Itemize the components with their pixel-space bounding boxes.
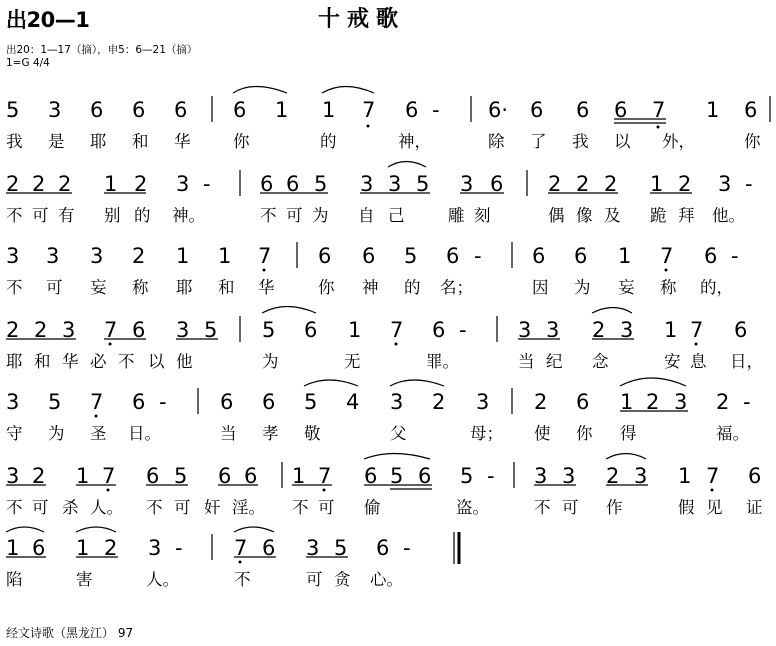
lyric-syllable: 不 — [6, 498, 23, 517]
lyric-syllable: 偶 — [548, 206, 565, 225]
song-title: 十戒歌 — [318, 7, 406, 32]
lyric-syllable: 盗。 — [456, 498, 489, 517]
jianpu-note: 6 — [734, 318, 748, 342]
lyric-syllable: 不 — [6, 278, 23, 297]
jianpu-note: 3 — [176, 318, 190, 342]
jianpu-note: 5 — [174, 464, 188, 488]
lyric-syllable: 及 — [604, 206, 621, 225]
jianpu-note: 1 — [348, 318, 362, 342]
octave-dot — [109, 343, 112, 346]
jianpu-note: 7 — [234, 536, 248, 560]
lyric-syllable: 息 — [690, 352, 707, 371]
lyric-syllable: 我 — [6, 132, 23, 151]
lyric-syllable: 的 — [320, 132, 337, 151]
lyric-syllable: 日， — [730, 352, 763, 371]
jianpu-note: 7 — [652, 98, 666, 122]
slur — [592, 308, 632, 314]
lyric-syllable: 的 — [134, 206, 151, 225]
jianpu-note: 5 — [416, 172, 430, 196]
lyric-syllable: 外， — [662, 132, 695, 151]
lyric-syllable: 神。 — [172, 206, 205, 225]
jianpu-note: 6 — [174, 98, 188, 122]
lyric-syllable: 使 — [534, 424, 551, 443]
jianpu-note: 6 — [32, 536, 46, 560]
lyric-syllable: 为 — [574, 278, 591, 297]
jianpu-note: 3 — [46, 244, 60, 268]
jianpu-note: 7 — [690, 318, 704, 342]
jianpu-note: 6 — [132, 318, 146, 342]
jianpu-note: 2 — [34, 318, 48, 342]
octave-dot — [367, 125, 370, 128]
jianpu-note: 2 — [134, 172, 148, 196]
jianpu-note: 2 — [604, 172, 618, 196]
lyric-syllable: 拜 — [678, 206, 695, 225]
lyric-syllable: 了 — [530, 132, 547, 151]
jianpu-note: 7 — [390, 318, 404, 342]
lyric-syllable: 作 — [606, 498, 623, 517]
jianpu-note: 2 — [548, 172, 562, 196]
jianpu-note: 6 — [218, 464, 232, 488]
jianpu-note: - — [459, 318, 467, 342]
lyric-syllable: 罪。 — [426, 352, 459, 371]
lyric-syllable: 称 — [660, 278, 677, 297]
jianpu-note: 5 — [204, 318, 218, 342]
slur — [606, 454, 646, 460]
lyric-syllable: 有 — [58, 206, 75, 225]
jianpu-note: 1 — [706, 98, 720, 122]
lyric-syllable: 可 — [32, 498, 49, 517]
jianpu-note: 3 — [306, 536, 320, 560]
jianpu-note: 6 — [490, 172, 504, 196]
jianpu-note: 6· — [488, 98, 509, 122]
jianpu-note: 3 — [620, 318, 634, 342]
slur — [322, 87, 374, 94]
jianpu-note: 6 — [376, 536, 390, 560]
lyric-syllable: 不 — [6, 206, 23, 225]
jianpu-note: 1 — [618, 244, 632, 268]
jianpu-note: 7 — [318, 464, 332, 488]
jianpu-note: 6 — [530, 98, 544, 122]
jianpu-note: - — [474, 244, 482, 268]
lyric-syllable: 以 — [614, 132, 631, 151]
jianpu-note: 6 — [262, 390, 276, 414]
jianpu-note: 2 — [6, 172, 20, 196]
jianpu-note: 2 — [58, 172, 72, 196]
lyric-syllable: 人。 — [146, 570, 179, 589]
lyric-syllable: 己 — [388, 206, 405, 225]
jianpu-note: 2 — [678, 172, 692, 196]
jianpu-note: 5 — [460, 464, 474, 488]
slur — [262, 307, 316, 314]
lyric-syllable: 无 — [344, 352, 361, 371]
lyric-syllable: 为 — [262, 352, 279, 371]
jianpu-note: 5 — [314, 172, 328, 196]
lyric-syllable: 可 — [46, 278, 63, 297]
lyric-syllable: 神， — [398, 132, 431, 151]
jianpu-note: 6 — [132, 98, 146, 122]
jianpu-note: 6 — [233, 98, 247, 122]
scripture-reference: 出20：1—17（摘），申5：6—21（摘） — [6, 44, 198, 56]
lyric-syllable: 纪 — [546, 352, 563, 371]
octave-dot — [107, 489, 110, 492]
jianpu-note: 2 — [716, 390, 730, 414]
jianpu-note: 7 — [102, 464, 116, 488]
lyric-syllable: 和 — [34, 352, 51, 371]
lyric-syllable: 父 — [390, 424, 407, 443]
jianpu-note: - — [487, 464, 495, 488]
lyric-syllable: 除 — [488, 132, 505, 151]
lyric-syllable: 别 — [104, 206, 121, 225]
lyric-syllable: 见 — [706, 498, 723, 517]
jianpu-note: 2 — [646, 390, 660, 414]
octave-dot — [665, 269, 668, 272]
lyric-syllable: 不 — [118, 352, 135, 371]
lyric-syllable: 你 — [233, 132, 250, 151]
jianpu-note: 1 — [292, 464, 306, 488]
lyric-syllable: 不 — [260, 206, 277, 225]
lyric-syllable: 安 — [664, 352, 681, 371]
slur — [76, 527, 116, 532]
jianpu-note: 6 — [244, 464, 258, 488]
octave-dot — [657, 126, 660, 129]
lyric-syllable: 是 — [48, 132, 65, 151]
jianpu-note: 7 — [362, 98, 376, 122]
jianpu-note: 2 — [606, 464, 620, 488]
jianpu-note: 3 — [718, 172, 732, 196]
jianpu-note: 6 — [304, 318, 318, 342]
jianpu-note: 7 — [706, 464, 720, 488]
octave-dot — [395, 343, 398, 346]
jianpu-note: - — [731, 244, 739, 268]
lyric-syllable: 敬 — [304, 424, 321, 443]
jianpu-note: 3 — [176, 172, 190, 196]
lyric-syllable: 跪 — [650, 206, 667, 225]
lyric-syllable: 因 — [532, 278, 549, 297]
jianpu-note: 5 — [48, 390, 62, 414]
lyric-syllable: 妄 — [90, 278, 107, 297]
lyric-syllable: 假 — [678, 498, 695, 517]
lyric-syllable: 耶 — [6, 352, 23, 371]
lyric-syllable: 和 — [132, 132, 149, 151]
lyric-syllable: 华 — [174, 132, 191, 151]
jianpu-note: 3 — [360, 172, 374, 196]
jianpu-note: 6 — [576, 390, 590, 414]
lyric-syllable: 偷 — [364, 498, 381, 517]
jianpu-note: 2 — [32, 172, 46, 196]
jianpu-note: - — [743, 390, 751, 414]
jianpu-note: 6 — [574, 244, 588, 268]
jianpu-note: 1 — [6, 536, 20, 560]
jianpu-note: - — [403, 536, 411, 560]
jianpu-note: 1 — [664, 318, 678, 342]
lyric-syllable: 神 — [362, 278, 379, 297]
jianpu-note: 7 — [258, 244, 272, 268]
jianpu-note: 1 — [76, 464, 90, 488]
lyric-syllable: 你 — [318, 278, 335, 297]
lyric-syllable: 可 — [286, 206, 303, 225]
lyric-syllable: 不 — [234, 570, 251, 589]
jianpu-note: 5 — [304, 390, 318, 414]
lyric-syllable: 不 — [146, 498, 163, 517]
jianpu-note: 6 — [260, 172, 274, 196]
jianpu-note: 3 — [546, 318, 560, 342]
lyric-syllable: 日。 — [128, 424, 161, 443]
jianpu-note: 3 — [388, 172, 402, 196]
jianpu-note: 3 — [562, 464, 576, 488]
slur — [6, 527, 44, 532]
jianpu-note: 6 — [362, 244, 376, 268]
lyric-syllable: 耶 — [176, 278, 193, 297]
octave-dot — [323, 489, 326, 492]
jianpu-note: 2 — [534, 390, 548, 414]
lyric-syllable: 人。 — [90, 498, 123, 517]
lyric-syllable: 可 — [562, 498, 579, 517]
jianpu-note: - — [432, 98, 440, 122]
lyric-syllable: 孝 — [262, 424, 279, 443]
lyric-syllable: 母； — [470, 424, 503, 443]
jianpu-note: - — [203, 172, 211, 196]
jianpu-note: 2 — [576, 172, 590, 196]
jianpu-note: 1 — [650, 172, 664, 196]
lyric-syllable: 雕 — [448, 206, 465, 225]
jianpu-note: - — [175, 536, 183, 560]
jianpu-note: 6 — [220, 390, 234, 414]
slur — [233, 87, 287, 94]
jianpu-note: 3 — [634, 464, 648, 488]
jianpu-note: 1 — [275, 98, 289, 122]
jianpu-note: 5 — [404, 244, 418, 268]
jianpu-note: 3 — [518, 318, 532, 342]
jianpu-note: 1 — [678, 464, 692, 488]
lyric-syllable: 我 — [572, 132, 589, 151]
lyric-syllable: 淫。 — [232, 498, 265, 517]
jianpu-note: 6 — [576, 98, 590, 122]
jianpu-note: 3 — [90, 244, 104, 268]
jianpu-note: 2 — [6, 318, 20, 342]
jianpu-note: 2 — [432, 390, 446, 414]
octave-dot — [239, 561, 242, 564]
lyric-syllable: 证 — [746, 498, 763, 517]
jianpu-note: 5 — [262, 318, 276, 342]
lyric-syllable: 当 — [220, 424, 237, 443]
jianpu-note: - — [159, 390, 167, 414]
jianpu-note: 2 — [592, 318, 606, 342]
jianpu-note: 6 — [446, 244, 460, 268]
lyric-syllable: 可 — [174, 498, 191, 517]
lyric-syllable: 可 — [32, 206, 49, 225]
lyric-syllable: 心。 — [370, 570, 403, 589]
jianpu-note: 7 — [660, 244, 674, 268]
jianpu-note: 3 — [674, 390, 688, 414]
lyric-syllable: 自 — [358, 206, 375, 225]
lyric-syllable: 圣 — [90, 424, 107, 443]
lyric-syllable: 不 — [292, 498, 309, 517]
jianpu-note: - — [745, 172, 753, 196]
key-signature: 1=G 4/4 — [6, 57, 50, 69]
slur — [364, 454, 430, 460]
jianpu-note: 1 — [322, 98, 336, 122]
jianpu-note: 3 — [6, 390, 20, 414]
lyric-syllable: 刻 — [474, 206, 491, 225]
jianpu-note: 6 — [744, 98, 758, 122]
jianpu-note: 6 — [262, 536, 276, 560]
lyric-syllable: 福。 — [716, 424, 749, 443]
jianpu-note: 6 — [318, 244, 332, 268]
jianpu-note: 1 — [176, 244, 190, 268]
jianpu-note: 6 — [364, 464, 378, 488]
lyric-syllable: 名； — [440, 278, 473, 297]
slur — [234, 527, 274, 532]
jianpu-note: 2 — [32, 464, 46, 488]
lyric-syllable: 可 — [306, 570, 323, 589]
lyric-syllable: 的， — [700, 278, 733, 297]
lyric-syllable: 陷 — [6, 570, 23, 589]
lyric-syllable: 耶 — [90, 132, 107, 151]
lyric-syllable: 妄 — [618, 278, 635, 297]
jianpu-note: 6 — [286, 172, 300, 196]
lyric-syllable: 奸 — [204, 498, 221, 517]
jianpu-note: 3 — [534, 464, 548, 488]
jianpu-note: 3 — [62, 318, 76, 342]
jianpu-note: 1 — [76, 536, 90, 560]
jianpu-note: 3 — [476, 390, 490, 414]
jianpu-note: 7 — [104, 318, 118, 342]
jianpu-note: 6 — [146, 464, 160, 488]
lyric-syllable: 害 — [76, 570, 93, 589]
jianpu-note: 6 — [614, 98, 628, 122]
jianpu-note: 4 — [346, 390, 360, 414]
jianpu-note: 7 — [90, 390, 104, 414]
lyric-syllable: 杀 — [62, 498, 79, 517]
lyric-syllable: 他 — [176, 352, 193, 371]
lyric-syllable: 称 — [132, 278, 149, 297]
jianpu-note: 3 — [460, 172, 474, 196]
lyric-syllable: 以 — [148, 352, 165, 371]
jianpu-note: 5 — [6, 98, 20, 122]
lyric-syllable: 华 — [62, 352, 79, 371]
jianpu-note: 6 — [532, 244, 546, 268]
lyric-syllable: 不 — [534, 498, 551, 517]
jianpu-note: 5 — [390, 464, 404, 488]
slur — [388, 162, 426, 168]
jianpu-note: 3 — [6, 244, 20, 268]
lyric-syllable: 为 — [312, 206, 329, 225]
lyric-syllable: 像 — [576, 206, 593, 225]
jianpu-note: 1 — [218, 244, 232, 268]
octave-dot — [263, 269, 266, 272]
lyric-syllable: 必 — [90, 352, 107, 371]
jianpu-note: 3 — [148, 536, 162, 560]
lyric-syllable: 当 — [518, 352, 535, 371]
slur — [304, 380, 358, 386]
jianpu-note: 6 — [418, 464, 432, 488]
jianpu-note: 6 — [704, 244, 718, 268]
octave-dot — [95, 415, 98, 418]
footer-source: 经文诗歌（黑龙江） 97 — [6, 626, 134, 640]
slur — [620, 378, 686, 386]
corner-title: 出20—1 — [6, 8, 90, 32]
jianpu-note: 3 — [48, 98, 62, 122]
slur — [390, 380, 444, 386]
jianpu-note: 6 — [90, 98, 104, 122]
jianpu-note: 6 — [748, 464, 762, 488]
octave-dot — [695, 343, 698, 346]
lyric-syllable: 和 — [218, 278, 235, 297]
lyric-syllable: 的 — [404, 278, 421, 297]
lyric-syllable: 可 — [318, 498, 335, 517]
jianpu-note: 3 — [390, 390, 404, 414]
jianpu-note: 1 — [620, 390, 634, 414]
jianpu-note: 6 — [132, 390, 146, 414]
lyric-syllable: 守 — [6, 424, 23, 443]
jianpu-note: 6 — [432, 318, 446, 342]
lyric-syllable: 你 — [576, 424, 593, 443]
jianpu-note: 2 — [132, 244, 146, 268]
jianpu-note: 5 — [334, 536, 348, 560]
octave-dot — [711, 489, 714, 492]
lyric-syllable: 为 — [48, 424, 65, 443]
lyric-syllable: 念 — [592, 352, 609, 371]
jianpu-note: 6 — [405, 98, 419, 122]
jianpu-note: 1 — [104, 172, 118, 196]
jianpu-note: 3 — [6, 464, 20, 488]
lyric-syllable: 得 — [620, 424, 637, 443]
lyric-syllable: 你 — [744, 132, 761, 151]
lyric-syllable: 华 — [258, 278, 275, 297]
lyric-syllable: 他。 — [712, 206, 745, 225]
lyric-syllable: 贪 — [334, 570, 351, 589]
jianpu-note: 2 — [104, 536, 118, 560]
